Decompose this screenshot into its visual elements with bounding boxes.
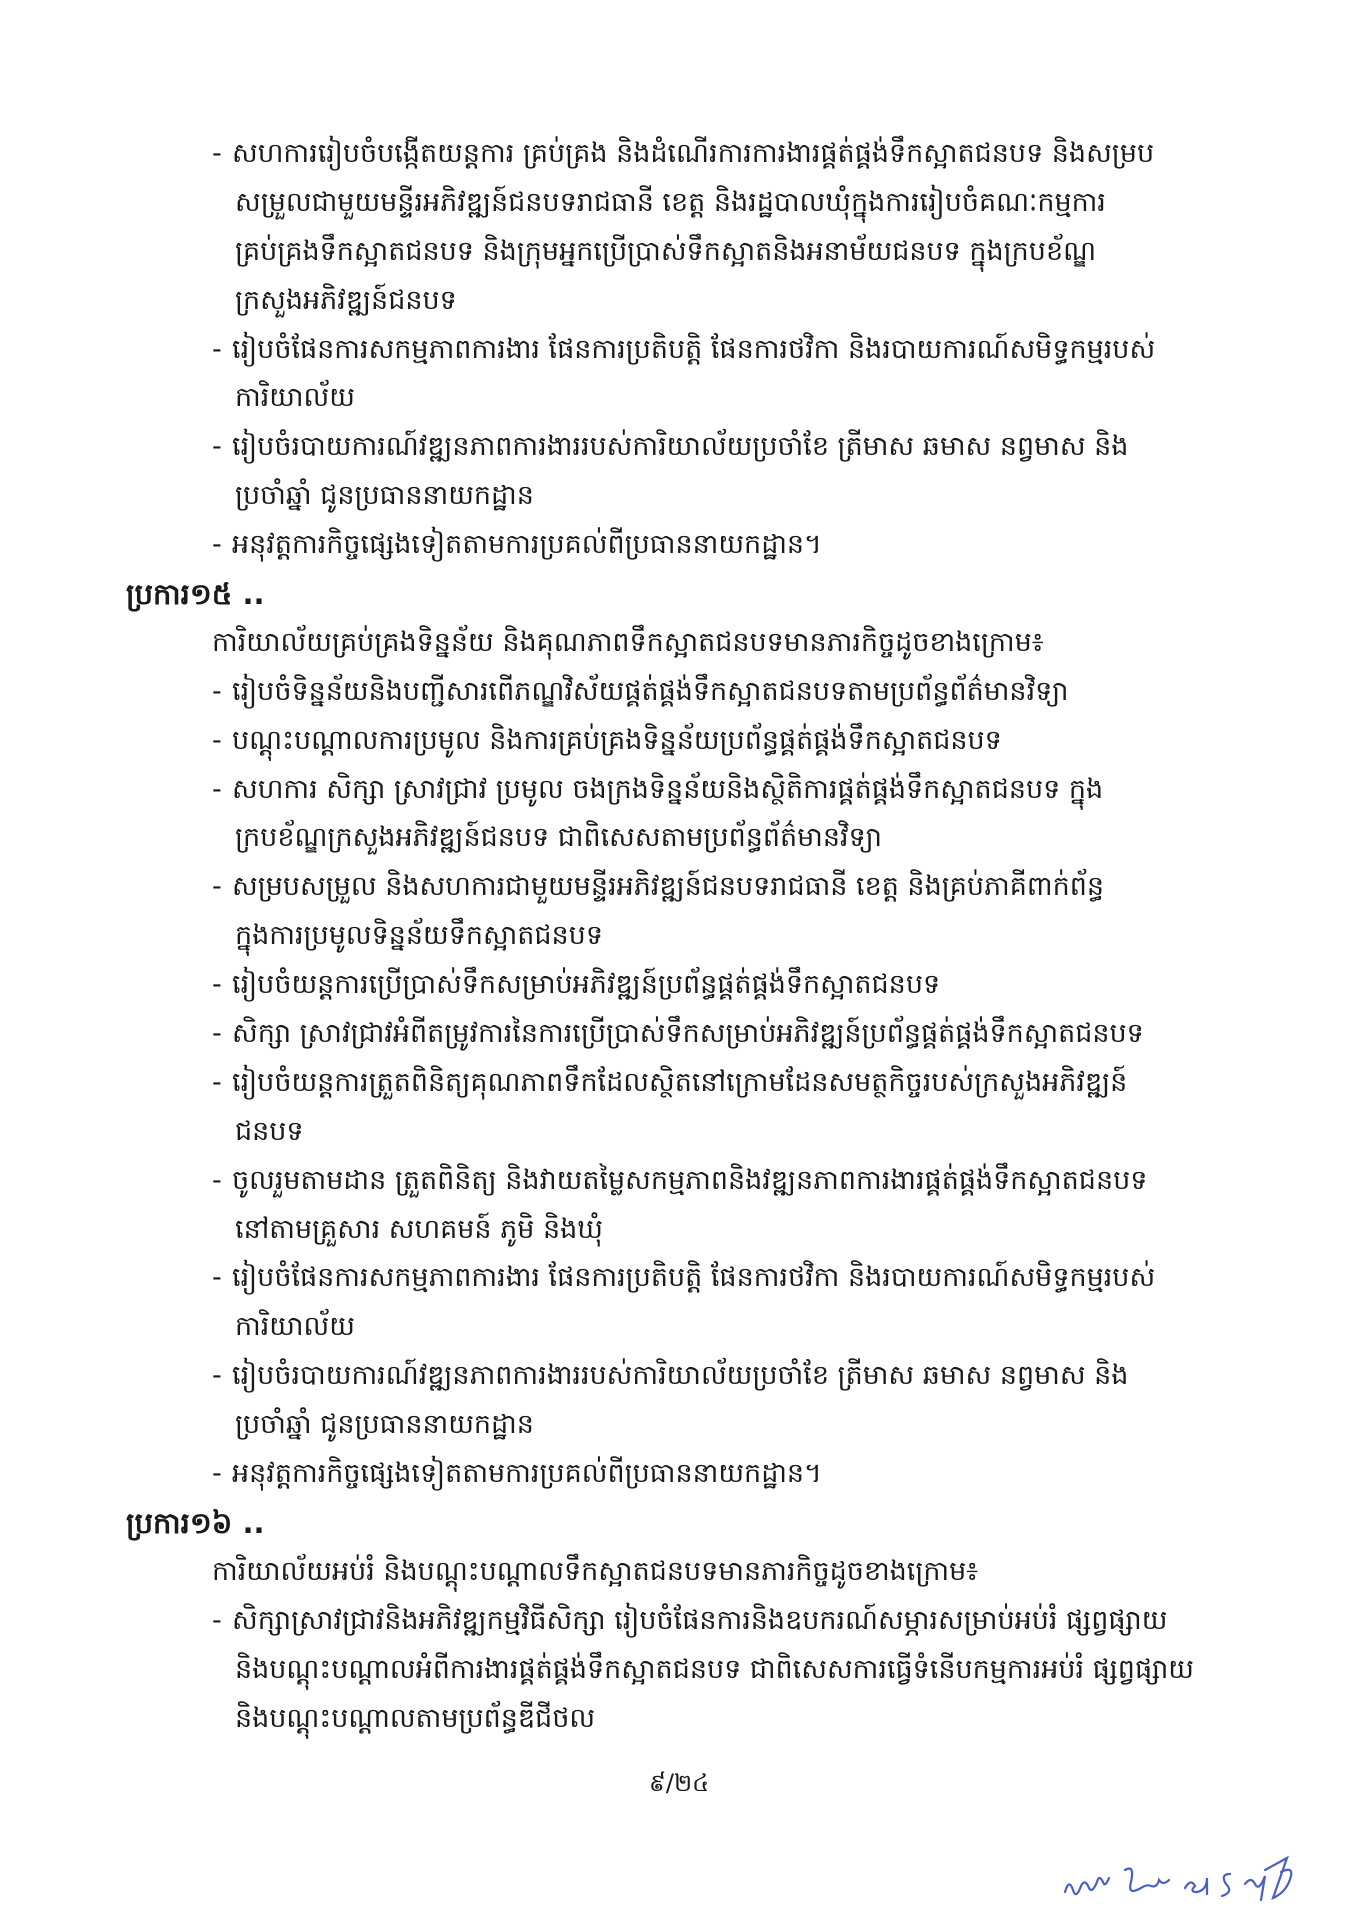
bullet-dash: - — [212, 675, 222, 707]
list-item-text: សហការ សិក្សា ស្រាវជ្រាវ ប្រមូល ចងក្រងទិន្នន័យនិងស្ថិតិការផ្គត់ផ្គង់ទឹកស្អាតជនបទ ក្នុង — [232, 773, 1104, 805]
list-item — [0, 423, 1358, 472]
list-item-text: ការិយាល័យ — [235, 1311, 355, 1343]
list-item-text: រៀបចំទិន្នន័យនិងបញ្ជីសារពើភណ្ឌវិស័យផ្គត់ផ្គង់ទឹកស្អាតជនបទតាមប្រព័ន្ធព័ត៌មានវិទ្យា — [232, 675, 1069, 707]
bullet-dash: - — [212, 1604, 222, 1636]
list-item — [0, 717, 1358, 766]
bullet-dash: - — [212, 1164, 222, 1196]
bullet-dash: - — [212, 529, 222, 561]
list-item-text: អនុវត្តការកិច្ចផ្សេងទៀតតាមការប្រគល់ពីប្រធាននាយកដ្ឋាន។ — [232, 529, 822, 561]
bullet-dash: - — [212, 724, 222, 756]
list-item-text: ក្នុងការប្រមូលទិន្នន័យទឹកស្អាតជនបទ — [235, 920, 603, 952]
bullet-dash: - — [212, 969, 222, 1001]
bullet-dash: - — [212, 773, 222, 805]
section-intro: ការិយាល័យគ្រប់គ្រងទិន្នន័យ និងគុណភាពទឹកស្អាតជនបទមានភារកិច្ចដូចខាងក្រោម៖ — [212, 626, 1044, 658]
list-item — [0, 1010, 1358, 1059]
list-item-continuation — [0, 228, 1358, 277]
list-item-continuation — [0, 1646, 1358, 1695]
list-item-continuation — [0, 277, 1358, 326]
bullet-dash: - — [212, 1066, 222, 1098]
list-item-text: រៀបចំយន្តការប្រើប្រាស់ទឹកសម្រាប់អភិវឌ្ឍន៍ប្រព័ន្ធផ្គត់ផ្គង់ទឹកស្អាតជនបទ — [232, 969, 941, 1001]
bullet-dash: - — [212, 1018, 222, 1050]
list-item-text: រៀបចំផែនការសកម្មភាពការងារ ផែនការប្រតិបត្តិ ផែនការថវិកា និងរបាយការណ៍សមិទ្ធកម្មរបស់ — [232, 1262, 1156, 1294]
list-item-continuation — [0, 814, 1358, 863]
list-item — [0, 961, 1358, 1010]
list-item-text: គ្រប់គ្រងទឹកស្អាតជនបទ និងក្រុមអ្នកប្រើប្រាស់ទឹកស្អាតនិងអនាម័យជនបទ ក្នុងក្របខ័ណ្ឌ — [235, 235, 1097, 267]
list-item-continuation — [0, 1401, 1358, 1450]
list-item — [0, 1059, 1358, 1108]
list-item-text: ប្រចាំឆ្នាំ ជូនប្រធាននាយកដ្ឋាន — [235, 480, 534, 512]
list-item-text: ជនបទ — [235, 1115, 304, 1147]
list-item-text: សហការរៀបចំបង្កើតយន្តការ គ្រប់គ្រង និងដំណើរការការងារផ្គត់ផ្គង់ទឹកស្អាតជនបទ និងសម្រប — [232, 138, 1155, 169]
list-item — [0, 1450, 1358, 1499]
list-item-text: និងបណ្ដុះបណ្ដាលតាមប្រព័ន្ធឌីជីថល — [235, 1702, 596, 1734]
list-item-text: ក្រសួងអភិវឌ្ឍន៍ជនបទ — [235, 284, 457, 316]
list-item-text: នៅតាមគ្រួសារ សហគមន៍ ភូមិ និងឃុំ — [235, 1213, 603, 1245]
list-item-text: និងបណ្ដុះបណ្ដាលអំពីការងារផ្គត់ផ្គង់ទឹកស្អាតជនបទ ជាពិសេសការធ្វើទំនើបកម្មការអប់រំ ផ្សព្វផ្សាយ — [235, 1653, 1195, 1685]
list-item — [0, 326, 1358, 375]
list-item — [0, 521, 1358, 570]
list-item-continuation — [0, 1695, 1358, 1744]
list-item-text: អនុវត្តការកិច្ចផ្សេងទៀតតាមការប្រគល់ពីប្រធាននាយកដ្ឋាន។ — [232, 1458, 822, 1490]
list-item — [0, 1597, 1358, 1646]
list-item-text: រៀបចំរបាយការណ៍វឌ្ឍនភាពការងាររបស់ការិយាល័យប្រចាំខែ ត្រីមាស ឆមាស នព្វមាស និង — [232, 431, 1129, 463]
list-item — [0, 1157, 1358, 1206]
bullet-dash: - — [212, 138, 222, 169]
list-item-text: រៀបចំរបាយការណ៍វឌ្ឍនភាពការងាររបស់ការិយាល័យប្រចាំខែ ត្រីមាស ឆមាស នព្វមាស និង — [232, 1360, 1129, 1392]
list-item — [0, 1254, 1358, 1303]
handwritten-signature — [1055, 1850, 1355, 1910]
list-item-text: សម្របសម្រួល និងសហការជាមួយមន្ទីរអភិវឌ្ឍន៍ជនបទរាជធានី ខេត្ត និងគ្រប់ភាគីពាក់ព័ន្ធ — [232, 871, 1105, 903]
list-item — [0, 130, 1358, 179]
list-item-text: ប្រចាំឆ្នាំ ជូនប្រធាននាយកដ្ឋាន — [235, 1409, 534, 1441]
bullet-dash: - — [212, 1360, 222, 1392]
bullet-dash: - — [212, 333, 222, 365]
article-heading: ប្រការ១៥ .. — [126, 577, 265, 612]
list-item-continuation — [0, 1303, 1358, 1352]
list-item-text: ចូលរួមតាមដាន ត្រួតពិនិត្យ និងវាយតម្លៃសកម្មភាពនិងវឌ្ឍនភាពការងារផ្គត់ផ្គង់ទឹកស្អាតជនបទ — [232, 1164, 1148, 1196]
list-item — [0, 766, 1358, 815]
list-item-text: ការិយាល័យ — [235, 382, 355, 414]
bullet-dash: - — [212, 1458, 222, 1490]
list-item-continuation — [0, 912, 1358, 961]
list-item-continuation — [0, 374, 1358, 423]
article-heading: ប្រការ១៦ .. — [126, 1505, 265, 1540]
list-item-continuation — [0, 472, 1358, 521]
list-item-text: សិក្សា ស្រាវជ្រាវអំពីតម្រូវការនៃការប្រើប្រាស់ទឹកសម្រាប់អភិវឌ្ឍន៍ប្រព័ន្ធផ្គត់ផ្គង់ទឹកស្អាតជនបទ — [232, 1018, 1144, 1050]
page-number: ៩/២៤ — [648, 1769, 710, 1797]
list-item — [0, 1352, 1358, 1401]
list-item-text: រៀបចំយន្តការត្រួតពិនិត្យគុណភាពទឹកដែលស្ថិតនៅក្រោមដែនសមត្ថកិច្ចរបស់ក្រសួងអភិវឌ្ឍន៍ — [232, 1066, 1128, 1098]
document-body — [0, 130, 1358, 1743]
list-item-continuation — [0, 1108, 1358, 1157]
bullet-dash: - — [212, 871, 222, 903]
bullet-dash: - — [212, 431, 222, 463]
section-intro: ការិយាល័យអប់រំ និងបណ្ដុះបណ្ដាលទឹកស្អាតជនបទមានភារកិច្ចដូចខាងក្រោម៖ — [212, 1555, 979, 1587]
list-item — [0, 863, 1358, 912]
bullet-dash: - — [212, 1262, 222, 1294]
list-item-continuation — [0, 179, 1358, 228]
list-item-text: បណ្ដុះបណ្ដាលការប្រមូល និងការគ្រប់គ្រងទិន្នន័យប្រព័ន្ធផ្គត់ផ្គង់ទឹកស្អាតជនបទ — [232, 724, 1002, 756]
list-item-text: សម្រួលជាមួយមន្ទីរអភិវឌ្ឍន៍ជនបទរាជធានី ខេត្ត និងរដ្ឋបាលឃុំក្នុងការរៀបចំគណៈកម្មការ — [235, 186, 1106, 218]
list-item-continuation — [0, 1206, 1358, 1255]
list-item-text: រៀបចំផែនការសកម្មភាពការងារ ផែនការប្រតិបត្តិ ផែនការថវិកា និងរបាយការណ៍សមិទ្ធកម្មរបស់ — [232, 333, 1156, 365]
list-item-text: ក្របខ័ណ្ឌក្រសួងអភិវឌ្ឍន៍ជនបទ ជាពិសេសតាមប្រព័ន្ធព័ត៌មានវិទ្យា — [235, 822, 882, 854]
list-item — [0, 668, 1358, 717]
list-item-text: សិក្សាស្រាវជ្រាវនិងអភិវឌ្ឍកម្មវិធីសិក្សា រៀបចំផែនការនិងឧបករណ៍សម្ភារសម្រាប់អប់រំ ផ្សព្វផ្សាយ — [232, 1604, 1168, 1636]
